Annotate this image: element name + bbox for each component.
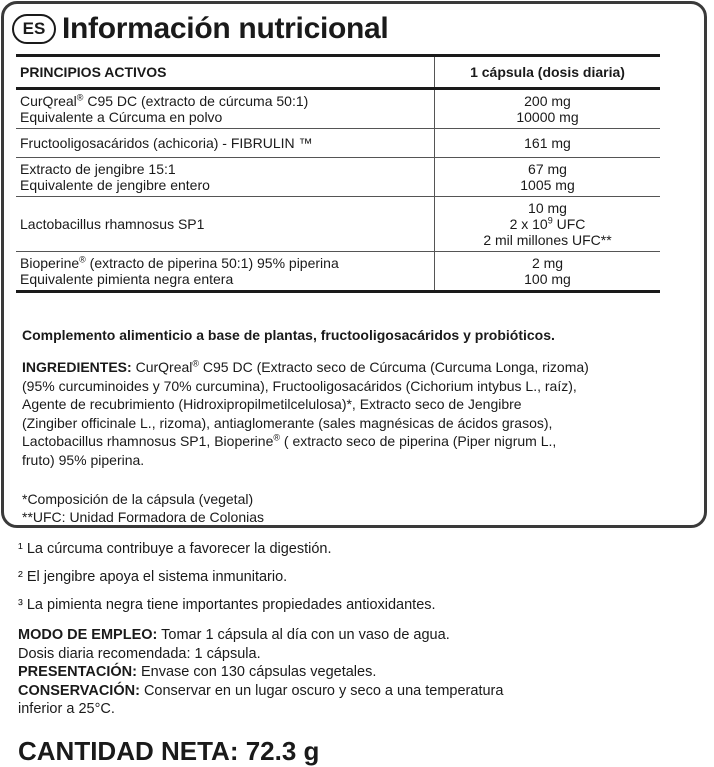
row-value: 161 mg — [435, 129, 661, 158]
row-value-unit: UFC — [552, 216, 586, 232]
footnote-1: ¹ La cúrcuma contribuye a favorecer la digestión. — [18, 541, 332, 557]
col-header-dose: 1 cápsula (dosis diaria) — [435, 56, 661, 89]
ingredients-block — [22, 358, 702, 469]
row-value — [435, 89, 661, 129]
ingredients-text: Agente de recubrimiento (Hidroxipropilmetilcelulosa)*, Extracto seco de Jengibre — [22, 396, 522, 412]
row-name-text: C95 DC (extracto de cúrcuma 50:1) — [83, 93, 309, 109]
row-name — [16, 252, 435, 292]
row-value — [435, 158, 661, 197]
row-value — [435, 252, 661, 292]
presentation-text: Envase con 130 cápsulas vegetales. — [136, 664, 377, 680]
row-name: Fructooligosacáridos (achicoria) - FIBRULIN ™ — [16, 129, 435, 158]
presentation-label: PRESENTACIÓN: — [18, 664, 137, 680]
row-name-sub: Equivalente pimienta negra entera — [20, 271, 234, 287]
ingredients-text: (Zingiber officinale L., rizoma), antiaglomerante (sales magnésicas de ácidos grasos), — [22, 414, 553, 431]
language-badge: ES — [12, 14, 56, 44]
col-header-ingredients: PRINCIPIOS ACTIVOS — [16, 56, 435, 89]
ingredients-text: (95% curcuminoides y 70% curcumina), Fructooligosacáridos (Cichorium intybus L., raíz), — [22, 377, 577, 394]
table-row — [16, 129, 660, 158]
row-name — [16, 158, 435, 197]
usage-text: Tomar 1 cápsula al día con un vaso de agua. — [157, 627, 450, 643]
ingredients-text: Lactobacillus rhamnosus SP1, Bioperine — [22, 433, 274, 449]
ingredients-text: fruto) 95% piperina. — [22, 451, 145, 468]
usage-label: MODO DE EMPLEO: — [18, 627, 158, 643]
row-value-1: 2 mg — [531, 255, 564, 271]
row-name-text: (extracto de piperina 50:1) 95% piperina — [85, 255, 339, 271]
ingredients-text: C95 DC (Extracto seco de Cúrcuma (Curcuma Longa, rizoma) — [199, 359, 589, 375]
table-row — [16, 158, 660, 197]
ingredients-text: ( extracto seco de piperina (Piper nigrum L., — [280, 433, 557, 449]
table-header-row — [16, 56, 660, 89]
registered-mark: ® — [273, 432, 281, 443]
row-name-text: Bioperine — [20, 255, 80, 271]
panel-title: Información nutricional — [62, 12, 389, 45]
row-value-1: 67 mg — [528, 161, 567, 177]
notes-block — [22, 490, 264, 526]
net-quantity: CANTIDAD NETA: 72.3 g — [18, 736, 320, 766]
panel-header — [12, 12, 388, 46]
ingredients-text: CurQreal — [131, 359, 193, 375]
nutrition-table — [16, 54, 660, 293]
footnote-2: ² El jengibre apoya el sistema inmunitario. — [18, 569, 288, 585]
row-value-3: 2 mil millones UFC** — [483, 232, 612, 248]
table-row — [16, 252, 660, 292]
row-value-2: 2 x 10 — [509, 216, 548, 232]
row-value-1: 10 mg — [528, 200, 567, 216]
daily-dose: Dosis diaria recomendada: 1 cápsula. — [18, 645, 261, 662]
exponent: 9 — [547, 215, 553, 226]
row-value-2: 100 mg — [524, 271, 571, 287]
row-name: Lactobacillus rhamnosus SP1 — [16, 197, 435, 252]
row-value — [435, 197, 661, 252]
note-ufc: **UFC: Unidad Formadora de Colonias — [22, 509, 264, 525]
row-value-2: 10000 mg — [516, 109, 579, 125]
registered-mark: ® — [76, 92, 84, 103]
row-value-1: 200 mg — [524, 93, 571, 109]
storage-label: CONSERVACIÓN: — [18, 682, 140, 699]
usage-block — [18, 626, 578, 719]
nutrition-panel — [1, 1, 707, 528]
table-row — [16, 89, 660, 129]
note-capsule: *Composición de la cápsula (vegetal) — [22, 491, 254, 507]
registered-mark: ® — [192, 358, 200, 369]
row-name-sub: Equivalente a Cúrcuma en polvo — [20, 109, 223, 125]
registered-mark: ® — [79, 254, 86, 265]
storage-text: Conservar en un lugar oscuro y seco a una temperatura — [139, 682, 504, 699]
row-value-2: 1005 mg — [520, 177, 575, 193]
row-name-sub: Equivalente de jengibre entero — [20, 177, 210, 193]
footnote-3: ³ La pimienta negra tiene importantes propiedades antioxidantes. — [18, 597, 436, 613]
row-name-text: Extracto de jengibre 15:1 — [20, 161, 176, 177]
complement-statement: Complemento alimenticio a base de plantas, fructooligosacáridos y probióticos. — [22, 327, 555, 343]
row-name — [16, 89, 435, 129]
storage-text: inferior a 25°C. — [18, 701, 115, 717]
row-name-text: CurQreal — [20, 93, 77, 109]
ingredients-label: INGREDIENTES: — [22, 359, 132, 375]
table-row — [16, 197, 660, 252]
